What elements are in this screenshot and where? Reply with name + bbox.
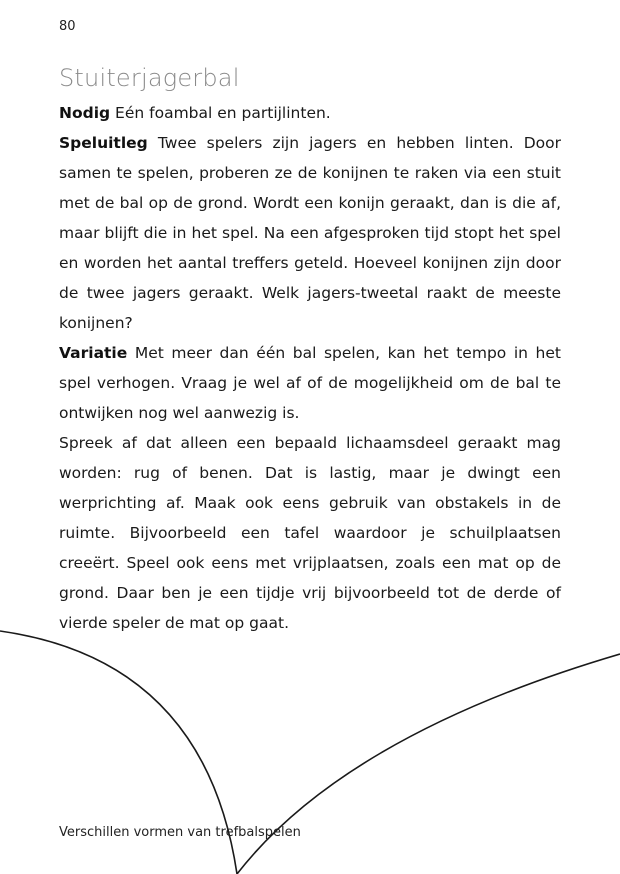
text-speluitleg: Twee spelers zijn jagers en hebben linten. Door samen te spelen, proberen ze de konijnen te raken via een stuit met de bal op de grond. Wordt een konijn geraakt, dan is die af, maar blijft die in het spel. Na een afgesproken tijd stopt het spel en worden het aantal treffers geteld. Hoeveel konijnen zijn door de twee jagers geraakt. Welk jagers-tweetal raakt de meeste konijnen?: [59, 134, 561, 332]
body-text: [59, 98, 561, 638]
right-arc: [237, 654, 620, 874]
paragraph-extra: [59, 428, 561, 638]
paragraph-variatie: [59, 338, 561, 428]
label-variatie: Variatie: [59, 344, 128, 362]
label-speluitleg: Speluitleg: [59, 134, 148, 152]
label-nodig: Nodig: [59, 104, 111, 122]
paragraph-nodig: [59, 98, 561, 128]
page-title: Stuiterjagerbal: [59, 64, 240, 92]
text-extra: Spreek af dat alleen een bepaald lichaamsdeel geraakt mag worden: rug of benen. Dat is lastig, maar je dwingt een werprichting af. Maak ook eens gebruik van obstakels in de ruimte. Bijvoorbeeld een tafel waardoor je schuilplaatsen creeërt. Speel ook eens met vrijplaatsen, zoals een mat op de grond. Daar ben je een tijdje vrij bijvoorbeeld tot de derde of vierde speler de mat op gaat.: [59, 434, 561, 632]
paragraph-speluitleg: [59, 128, 561, 338]
footer-text: Verschillen vormen van trefbalspelen: [59, 825, 301, 840]
text-variatie: Met meer dan één bal spelen, kan het tempo in het spel verhogen. Vraag je wel af of de mogelijkheid om de bal te ontwijken nog wel aanwezig is.: [59, 344, 561, 422]
page-number: 80: [59, 19, 76, 34]
text-nodig: Eén foambal en partijlinten.: [110, 104, 331, 122]
